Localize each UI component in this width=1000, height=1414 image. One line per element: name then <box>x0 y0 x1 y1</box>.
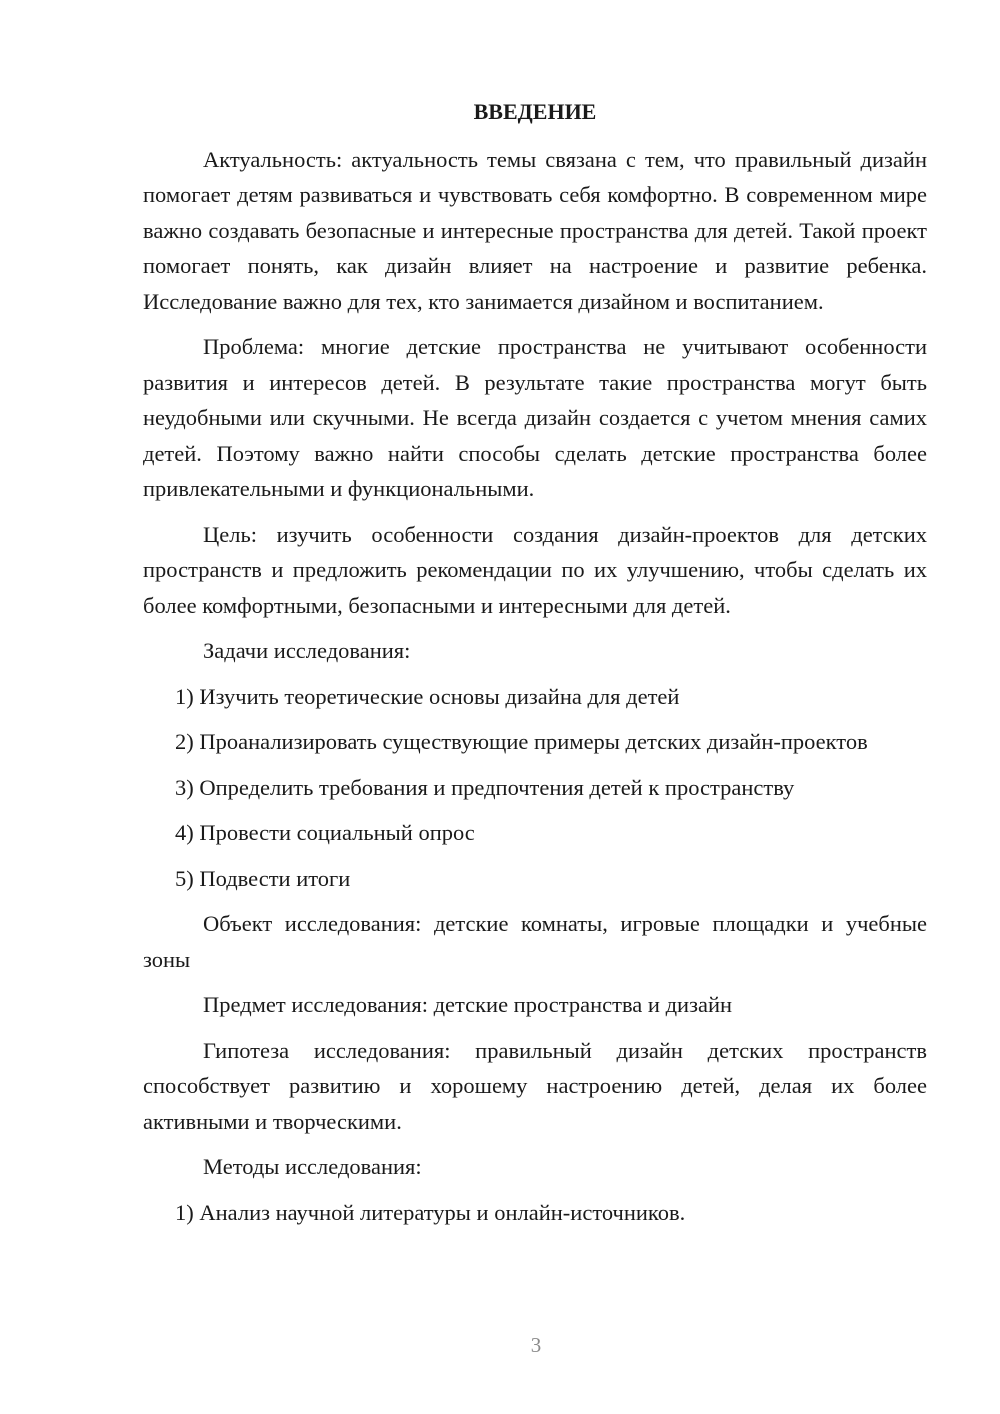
goal-paragraph: Цель: изучить особенности создания дизайн-проектов для детских пространств и предложить рекомендации по их улучшению, чтобы сделать их более комфортными, безопасными и интересными для детей. <box>143 521 927 618</box>
methods-title: Методы исследования: <box>203 1154 422 1179</box>
relevance-paragraph: Актуальность: актуальность темы связана с тем, что правильный дизайн помогает детям развиваться и чувствовать себя комфортно. В современном мире важно создавать безопасные и интересные пространства для детей. Такой проект помогает понять, как дизайн влияет на настроение и развитие ребенка. Исследование важно для тех, кто занимается дизайном и воспитанием. <box>143 146 927 314</box>
problem-paragraph: Проблема: многие детские пространства не учитывают особенности развития и интересов детей. В результате такие пространства могут быть неудобными или скучными. Не всегда дизайн создается с учетом мнения самих детей. Поэтому важно найти способы сделать детские пространства более привлекательными и функциональными. <box>143 334 927 501</box>
page-number: 3 <box>530 1333 542 1357</box>
task-item-4: 4) Провести социальный опрос <box>175 820 475 845</box>
task-item-5: 5) Подвести итоги <box>175 865 351 891</box>
section-heading: ВВЕДЕНИЕ <box>473 99 597 124</box>
method-item-1: 1) Анализ научной литературы и онлайн-источников. <box>175 1199 686 1225</box>
subject-paragraph: Предмет исследования: детские пространства и дизайн <box>203 992 733 1017</box>
task-item-3: 3) Определить требования и предпочтения детей к пространству <box>175 774 795 800</box>
hypothesis-paragraph: Гипотеза исследования: правильный дизайн детских пространств способствует развитию и хорошему настроению детей, делая их более активными и творческими. <box>143 1037 927 1134</box>
task-item-1: 1) Изучить теоретические основы дизайна для детей <box>175 683 680 709</box>
tasks-title: Задачи исследования: <box>203 638 411 663</box>
task-item-2: 2) Проанализировать существующие примеры детских дизайн-проектов <box>175 729 868 754</box>
document-page <box>143 94 927 1240</box>
object-paragraph: Объект исследования: детские комнаты, игровые площадки и учебные зоны <box>143 911 927 972</box>
